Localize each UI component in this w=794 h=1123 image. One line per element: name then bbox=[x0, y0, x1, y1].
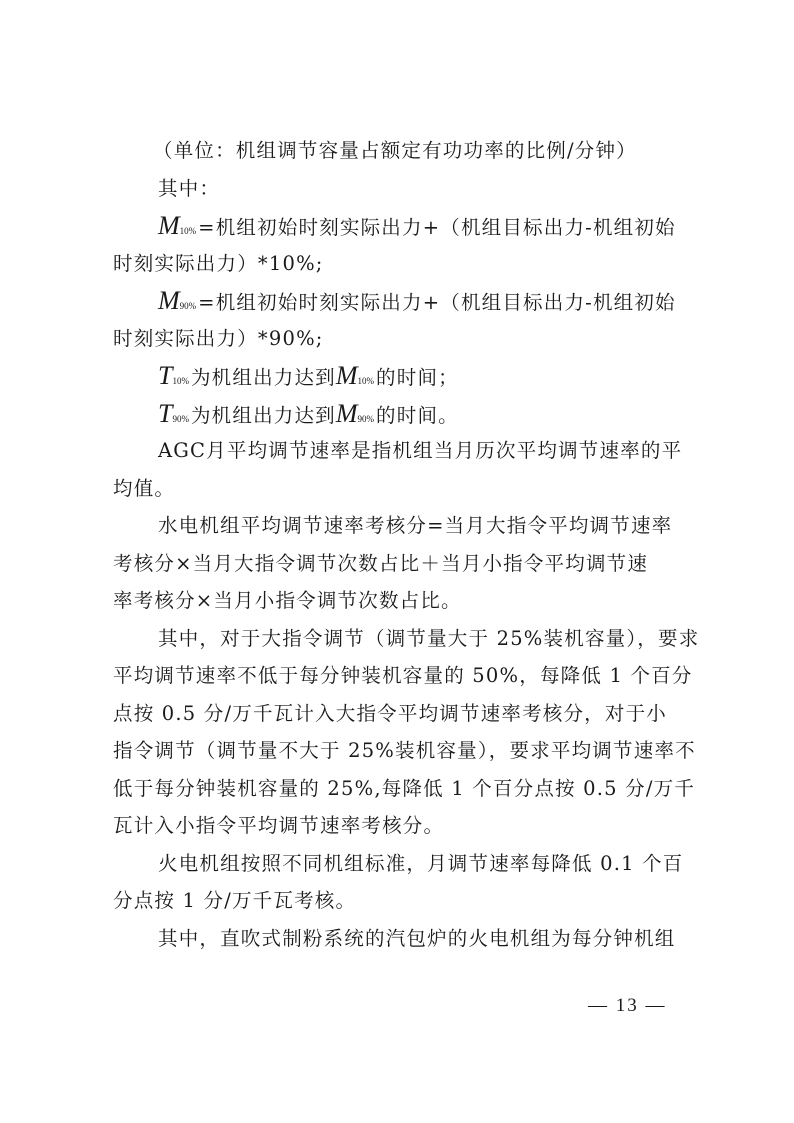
t10-end-text: 的时间； bbox=[376, 366, 459, 389]
t90-end-text: 的时间。 bbox=[376, 403, 459, 427]
hydro-paragraph-line: 水电机组平均调节速率考核分=当月大指令平均调节速率 bbox=[158, 514, 673, 537]
command-paragraph-line: 指令调节（调节量不大于 25%装机容量），要求平均调节速率不 bbox=[113, 739, 696, 762]
t90-mid-text: 为机组出力达到 bbox=[190, 403, 336, 427]
m90-definition-line1 bbox=[113, 282, 688, 320]
command-paragraph-line: 其中，对于大指令调节（调节量大于 25%装机容量），要求 bbox=[158, 626, 700, 650]
m10-definition-line1 bbox=[113, 207, 688, 245]
m90-formula-text: =机组初始时刻实际出力+（机组目标出力-机组初始 bbox=[198, 291, 676, 314]
t90-symbol: T bbox=[158, 398, 173, 428]
t90-subscript: 90% bbox=[172, 413, 189, 424]
t10-definition bbox=[113, 357, 688, 395]
m90-symbol: M bbox=[158, 286, 180, 315]
m10-definition-line2: 时刻实际出力）*10%; bbox=[113, 251, 324, 275]
thermal-paragraph-line: 分点按 1 分/万千瓦考核。 bbox=[113, 889, 357, 912]
t90-m-subscript: 90% bbox=[357, 413, 375, 424]
page-number: — 13 — bbox=[588, 995, 667, 1016]
t10-mid-text: 为机组出力达到 bbox=[190, 366, 336, 389]
unit-line: （单位：机组调节容量占额定有功功率的比例/分钟） bbox=[153, 139, 637, 162]
m90-definition-line2: 时刻实际出力）*90%; bbox=[113, 326, 324, 350]
agc-paragraph-line: 均值。 bbox=[113, 476, 176, 500]
document-body bbox=[113, 132, 700, 957]
command-paragraph-line: 瓦计入小指令平均调节速率考核分。 bbox=[113, 814, 445, 837]
m10-symbol: M bbox=[158, 211, 180, 240]
thermal-paragraph-line: 火电机组按照不同机组标准，月调节速率每降低 0.1 个百 bbox=[158, 851, 684, 875]
t10-m-subscript: 10% bbox=[357, 376, 375, 386]
t10-symbol: T bbox=[158, 361, 173, 390]
last-paragraph-line: 其中，直吹式制粉系统的汽包炉的火电机组为每分钟机组 bbox=[158, 926, 676, 950]
hydro-paragraph-line: 率考核分×当月小指令调节次数占比。 bbox=[113, 589, 462, 612]
m90-subscript: 90% bbox=[179, 301, 197, 311]
t90-m-symbol: M bbox=[335, 398, 358, 428]
m10-subscript: 10% bbox=[179, 226, 197, 236]
t10-subscript: 10% bbox=[172, 376, 189, 386]
command-paragraph-line: 点按 0.5 分/万千瓦计入大指令平均调节速率考核分，对于小 bbox=[113, 701, 667, 725]
agc-paragraph-line: AGC月平均调节速率是指机组当月历次平均调节速率的平 bbox=[158, 439, 683, 462]
hydro-paragraph-line: 考核分×当月大指令调节次数占比＋当月小指令平均调节速 bbox=[113, 551, 649, 575]
command-paragraph-line: 平均调节速率不低于每分钟装机容量的 50%，每降低 1 个百分 bbox=[113, 664, 693, 687]
command-paragraph-line: 低于每分钟装机容量的 25%,每降低 1 个百分点按 0.5 分/万千 bbox=[113, 776, 696, 800]
t90-definition bbox=[113, 395, 688, 433]
qizhong-label: 其中： bbox=[158, 176, 221, 200]
t10-m-symbol: M bbox=[335, 361, 358, 390]
m10-formula-text: =机组初始时刻实际出力+（机组目标出力-机组初始 bbox=[198, 216, 676, 239]
